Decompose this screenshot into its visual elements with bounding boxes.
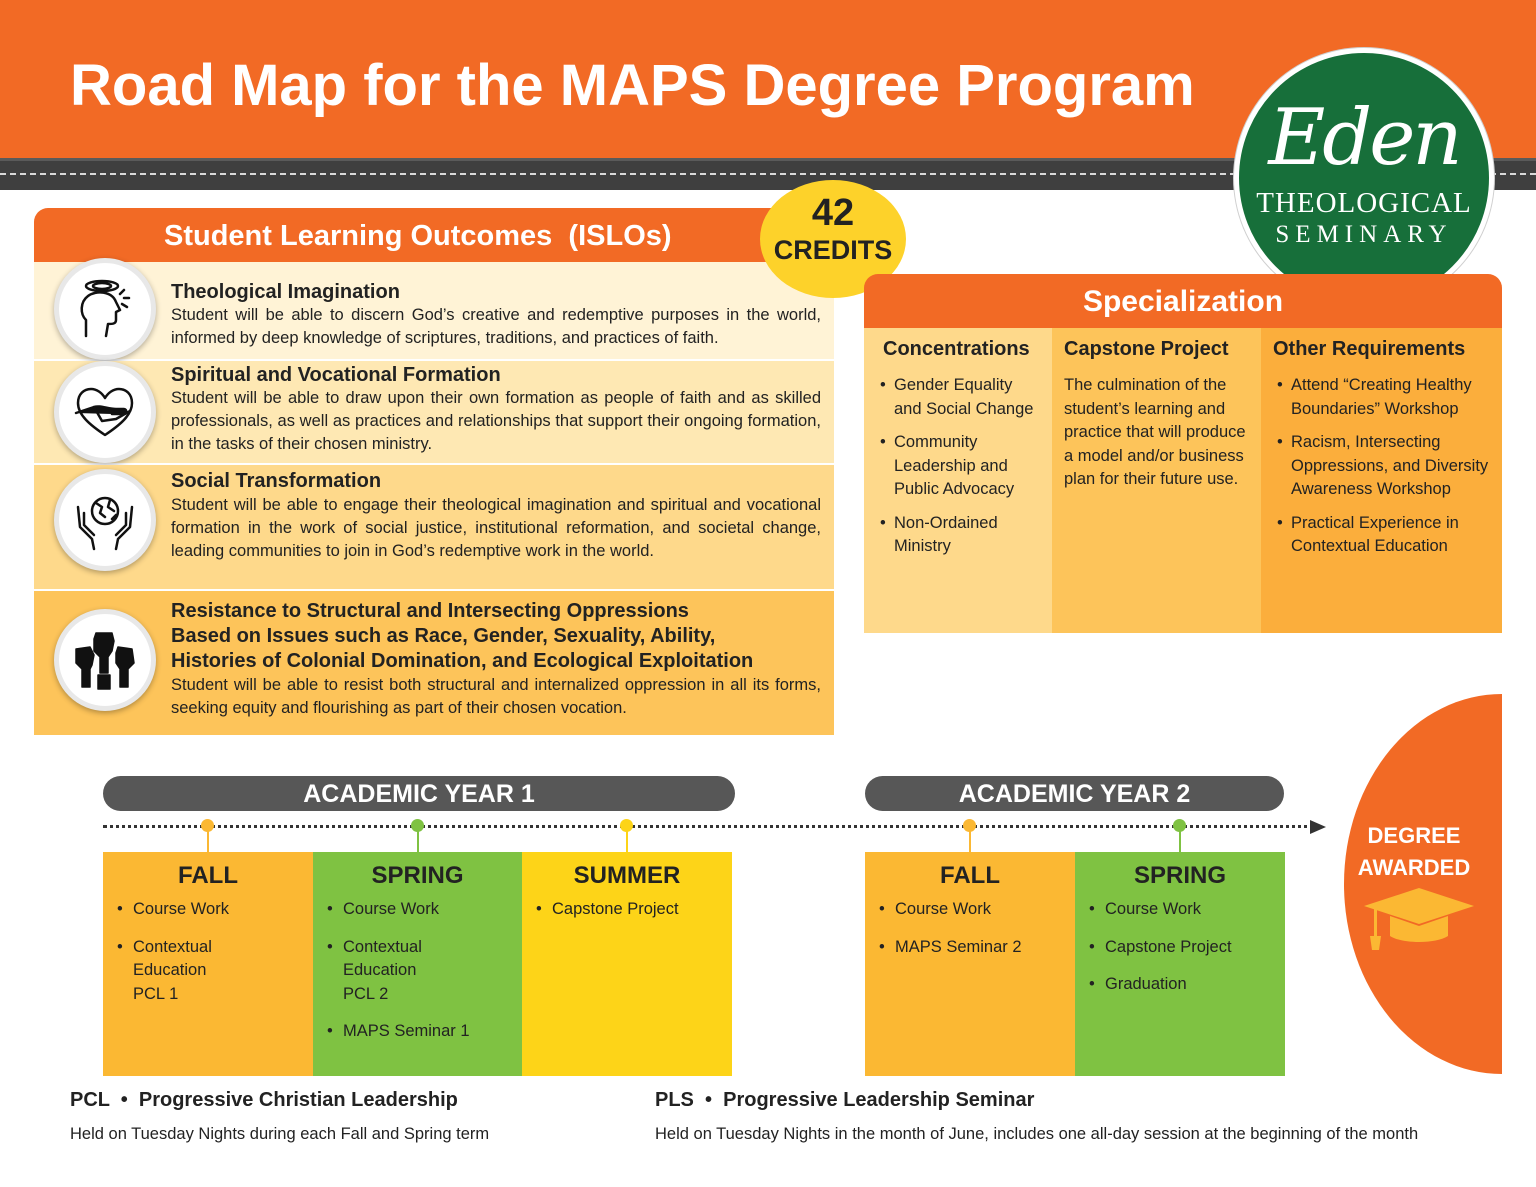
- list-item: • Practical Experience in Contextual Education: [1277, 512, 1492, 559]
- islo-title: Theological Imagination: [171, 281, 400, 303]
- list-item: • Contextual Education PCL 1: [117, 936, 302, 1007]
- concentrations-column: [864, 328, 1052, 633]
- concentrations-title: Concentrations: [883, 338, 1030, 360]
- term-list: [327, 898, 512, 1058]
- list-item: • Course Work: [1089, 898, 1274, 922]
- pls-footnote-body: Held on Tuesday Nights in the month of June, includes one all-day session at the beginning of the month: [655, 1125, 1419, 1143]
- list-item: • Course Work: [117, 898, 302, 922]
- pcl-footnote-body: Held on Tuesday Nights during each Fall and Spring term: [70, 1125, 490, 1143]
- degree-line2: AWARDED: [1357, 855, 1471, 880]
- list-item: • Capstone Project: [536, 898, 721, 922]
- graduation-cap-icon: [1362, 884, 1476, 954]
- list-item: • MAPS Seminar 1: [327, 1020, 512, 1044]
- timeline-stem: [417, 831, 419, 853]
- list-item: • Non-Ordained Ministry: [880, 512, 1040, 559]
- list-item: • Course Work: [879, 898, 1064, 922]
- islo-title-line: Histories of Colonial Domination, and Ecological Exploitation: [171, 650, 754, 672]
- islo-heading: Student Learning Outcomes (ISLOs): [164, 220, 672, 252]
- page-title: Road Map for the MAPS Degree Program: [70, 53, 1195, 118]
- list-item: • Course Work: [327, 898, 512, 922]
- islo-item: [34, 591, 834, 735]
- pls-footnote-title: PLS • Progressive Leadership Seminar: [655, 1089, 1035, 1111]
- term-fall-year1: [103, 852, 313, 1076]
- list-item: • Gender Equality and Social Change: [880, 374, 1040, 421]
- islo-title-line: Resistance to Structural and Intersecting Oppressions: [171, 600, 689, 622]
- other-requirements-title: Other Requirements: [1273, 338, 1466, 360]
- degree-awarded-label: [1350, 820, 1478, 884]
- logo-line1: THEOLOGICAL: [1256, 187, 1472, 219]
- concentrations-list: [880, 374, 1040, 569]
- pcl-footnote-title: PCL • Progressive Christian Leadership: [70, 1089, 458, 1111]
- list-item: • MAPS Seminar 2: [879, 936, 1064, 960]
- credits-label: CREDITS: [773, 235, 893, 265]
- credits-number: 42: [811, 192, 855, 234]
- other-requirements-list: [1277, 374, 1492, 569]
- capstone-column: [1052, 328, 1261, 633]
- academic-year-2-label: ACADEMIC YEAR 2: [958, 780, 1191, 808]
- timeline-stem: [207, 831, 209, 853]
- head-halo-icon: [54, 258, 156, 360]
- academic-year-1-label: ACADEMIC YEAR 1: [303, 780, 535, 808]
- term-spring-year1: [313, 852, 522, 1076]
- term-list: [1089, 898, 1274, 1011]
- other-requirements-column: [1261, 328, 1502, 633]
- term-title: FALL: [178, 862, 238, 889]
- capstone-title: Capstone Project: [1064, 338, 1229, 360]
- list-item: • Attend “Creating Healthy Boundaries” Workshop: [1277, 374, 1492, 421]
- degree-line1: DEGREE: [1367, 823, 1461, 848]
- list-item: • Capstone Project: [1089, 936, 1274, 960]
- timeline-stem: [626, 831, 628, 853]
- term-list: [879, 898, 1064, 973]
- logo-line2: SEMINARY: [1275, 221, 1453, 248]
- specialization-header: [864, 274, 1502, 328]
- term-title: FALL: [940, 862, 1000, 889]
- timeline-line: [103, 825, 1315, 828]
- term-spring-year2: [1075, 852, 1285, 1076]
- islo-title-line: Based on Issues such as Race, Gender, Sexuality, Ability,: [171, 625, 716, 647]
- term-list: [117, 898, 302, 1020]
- list-item: • Racism, Intersecting Oppressions, and Diversity Awareness Workshop: [1277, 431, 1492, 502]
- specialization-heading: Specialization: [1082, 285, 1284, 318]
- term-title: SUMMER: [573, 862, 681, 889]
- list-item: • Community Leadership and Public Advocacy: [880, 431, 1040, 502]
- heart-hands-icon: [54, 361, 156, 463]
- islo-item: [34, 262, 834, 359]
- term-summer-year1: [522, 852, 732, 1076]
- globe-hands-icon: [54, 469, 156, 571]
- islo-body: Student will be able to discern God’s creative and redemptive purposes in the world, informed by deep knowledge of scriptures, traditions, and practices of faith.: [171, 306, 821, 347]
- islo-item: [34, 361, 834, 463]
- list-item: • Contextual Education PCL 2: [327, 936, 512, 1007]
- term-title: SPRING: [1133, 862, 1226, 889]
- academic-year-2-bar: [865, 776, 1284, 811]
- islo-header: [34, 208, 834, 262]
- term-list: [536, 898, 721, 936]
- islo-title: Social Transformation: [171, 470, 382, 492]
- timeline-arrow-icon: [1310, 820, 1326, 834]
- islo-body: Student will be able to draw upon their own formation as people of faith and as skilled professionals, as well as practices and relationships that support their ongoing formation, in the tasks of their chosen ministry.: [171, 389, 821, 453]
- capstone-body: The culmination of the student’s learning and practice that will produce a model and/or business plan for their future use.: [1064, 376, 1246, 488]
- eden-logo: [1234, 48, 1494, 308]
- term-title: SPRING: [371, 862, 464, 889]
- islo-body: Student will be able to resist both structural and internalized oppression in all its forms, seeking equity and flourishing as part of their chosen vocation.: [171, 676, 821, 717]
- islo-body: Student will be able to engage their theological imagination and spiritual and vocational formation in the work of social justice, institutional reformation, and societal change, leading communities to join in God’s redemptive work in the world.: [171, 496, 821, 560]
- timeline-stem: [969, 831, 971, 853]
- timeline-stem: [1179, 831, 1181, 853]
- list-item: • Graduation: [1089, 973, 1274, 997]
- academic-year-1-bar: [103, 776, 735, 811]
- raised-fists-icon: [54, 609, 156, 711]
- islo-title: Spiritual and Vocational Formation: [171, 364, 501, 386]
- term-fall-year2: [865, 852, 1075, 1076]
- islo-item: [34, 465, 834, 589]
- logo-script: Eden: [1268, 93, 1460, 183]
